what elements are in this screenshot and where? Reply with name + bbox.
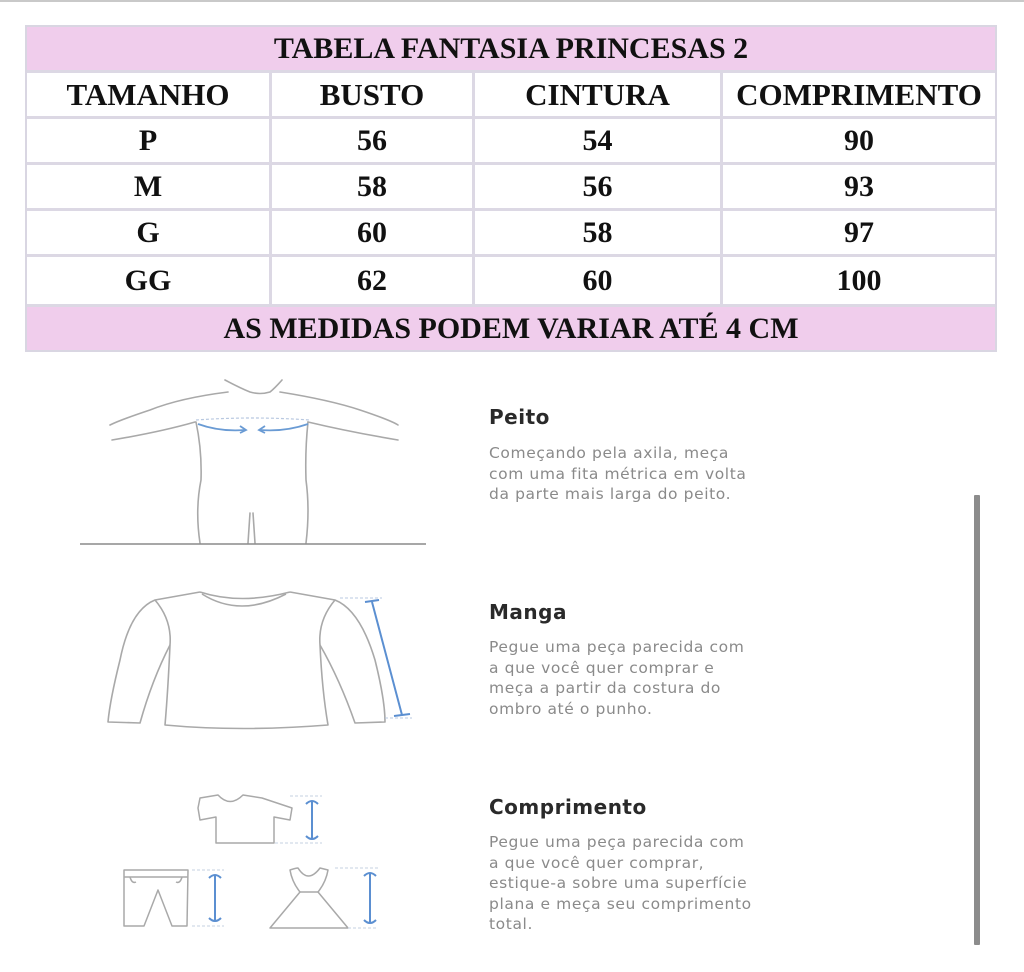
guide-line: ombro até o punho. (489, 699, 653, 718)
table-title: TABELA FANTASIA PRINCESAS 2 (273, 31, 749, 65)
size-cell: M (27, 165, 272, 208)
guide-line: da parte mais larga do peito. (489, 485, 732, 503)
comprimento-cell: 97 (844, 215, 874, 249)
guide-line: estique-a sobre uma superfície (489, 874, 748, 892)
table-row (27, 119, 995, 165)
comprimento-cell: 100 (836, 263, 882, 297)
table-row (27, 211, 995, 257)
garment-length-measure-icon (100, 780, 400, 940)
guide-line: a que você quer comprar e (489, 658, 715, 677)
guide-line: total. (489, 915, 533, 933)
cintura-cell: 58 (475, 211, 723, 254)
measurement-variance-note: AS MEDIDAS PODEM VARIAR ATÉ 4 CM (223, 311, 799, 345)
guide-text-comprimento (489, 832, 929, 935)
guide-line: com uma fita métrica em volta (489, 464, 747, 483)
guide-title-peito: Peito (489, 405, 550, 429)
size-cell: P (27, 119, 272, 162)
guide-line: meça a partir da costura do (489, 679, 721, 697)
size-cell: G (27, 211, 272, 254)
long-sleeve-measure-icon (100, 570, 440, 750)
guide-title-comprimento: Comprimento (489, 795, 647, 819)
table-title-row (27, 27, 995, 73)
scrollbar[interactable] (974, 495, 980, 945)
busto-cell: 58 (272, 165, 475, 208)
guide-text-manga (489, 637, 929, 719)
guide-line: Pegue uma peça parecida com (489, 833, 745, 851)
busto-cell: 62 (272, 257, 475, 304)
column-header-comprimento: COMPRIMENTO (736, 76, 982, 112)
column-header-cintura: CINTURA (475, 73, 723, 116)
size-table (25, 25, 997, 352)
guide-line: a que você quer comprar, (489, 853, 705, 872)
guide-title-manga: Manga (489, 600, 567, 624)
cintura-cell: 54 (475, 119, 723, 162)
busto-cell: 60 (272, 211, 475, 254)
table-footer-row (27, 304, 995, 350)
column-header-busto: BUSTO (272, 73, 475, 116)
cintura-cell: 60 (475, 257, 723, 304)
guide-line: Pegue uma peça parecida com (489, 638, 745, 656)
table-header-row (27, 73, 995, 119)
size-cell: GG (27, 257, 272, 304)
guide-line: Começando pela axila, meça (489, 444, 730, 462)
torso-chest-measure-icon (60, 370, 460, 560)
top-divider (0, 0, 1024, 2)
comprimento-cell: 93 (844, 169, 874, 203)
comprimento-cell: 90 (844, 123, 874, 157)
table-row (27, 165, 995, 211)
guide-line: plana e meça seu comprimento (489, 894, 752, 913)
guide-text-peito (489, 443, 929, 505)
table-row (27, 257, 995, 304)
cintura-cell: 56 (475, 165, 723, 208)
column-header-tamanho: TAMANHO (27, 73, 272, 116)
busto-cell: 56 (272, 119, 475, 162)
